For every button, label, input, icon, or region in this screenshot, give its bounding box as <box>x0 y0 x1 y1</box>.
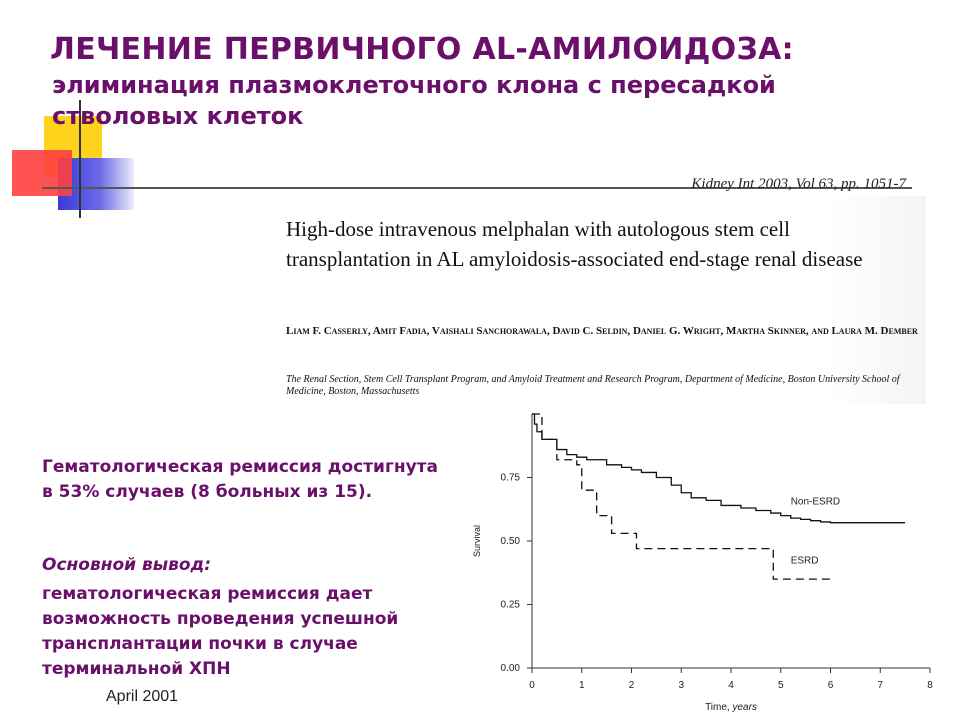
y-tick-label: 0.75 <box>500 472 520 484</box>
slide-title: ЛЕЧЕНИЕ ПЕРВИЧНОГО AL-АМИЛОИДОЗА: <box>50 32 794 67</box>
remission-finding: Гематологическая ремиссия достигнута в 53% случаев (8 больных из 15). <box>42 457 438 502</box>
paper-authors: Liam F. Casserly, Amit Fadia, Vaishali Sanchorawala, David C. Seldin, Daniel G. Wright, Martha Skinner, and Laura M. Dember <box>286 325 918 337</box>
x-tick-label: 1 <box>578 680 585 691</box>
footer-date: April 2001 <box>106 688 179 705</box>
x-tick-label: 8 <box>927 680 933 691</box>
x-tick-label: 5 <box>777 680 784 691</box>
series-line-esrd <box>532 414 831 579</box>
conclusion-text: гематологическая ремиссия дает возможность проведения успешной трансплантации почки в случае терминальной ХПН <box>42 584 399 679</box>
decor-red-square <box>12 150 72 196</box>
series-line-non-esrd <box>532 414 905 523</box>
y-axis-title: Survival <box>472 524 482 558</box>
x-tick-label: 2 <box>628 680 635 691</box>
x-tick-label: 3 <box>678 680 685 691</box>
chart-ticks <box>501 473 934 692</box>
citation: Kidney Int 2003, Vol 63, pp. 1051-7 <box>691 176 906 192</box>
y-tick-label: 0.25 <box>500 599 520 611</box>
y-tick-label: 0.00 <box>500 663 520 674</box>
x-tick-label: 6 <box>827 680 834 691</box>
slide-subtitle: элиминация плазмоклеточного клона с пересадкой стволовых клеток <box>52 71 776 130</box>
chart-lines <box>532 414 905 579</box>
y-tick-label: 0.50 <box>500 536 520 547</box>
series-label-esrd: ESRD <box>790 555 819 567</box>
x-tick-label: 4 <box>728 680 734 691</box>
survival-chart <box>458 404 948 720</box>
paper-header-image <box>276 196 926 406</box>
series-label-non-esrd: Non-ESRD <box>790 496 841 508</box>
conclusion-label: Основной вывод: <box>42 555 212 575</box>
paper-affiliation: The Renal Section, Stem Cell Transplant Program, and Amyloid Treatment and Research Program, Department of Medicine, Boston University School of Medicine, Boston, Massachusetts <box>286 374 900 397</box>
x-axis-title: Time, years <box>705 702 757 713</box>
x-tick-label: 0 <box>529 680 535 691</box>
paper-title: High-dose intravenous melphalan with autologous stem cell transplantation in AL amyloidosis-associated end-stage renal disease <box>286 217 863 271</box>
x-tick-label: 7 <box>877 680 884 691</box>
chart-axes <box>532 414 930 668</box>
